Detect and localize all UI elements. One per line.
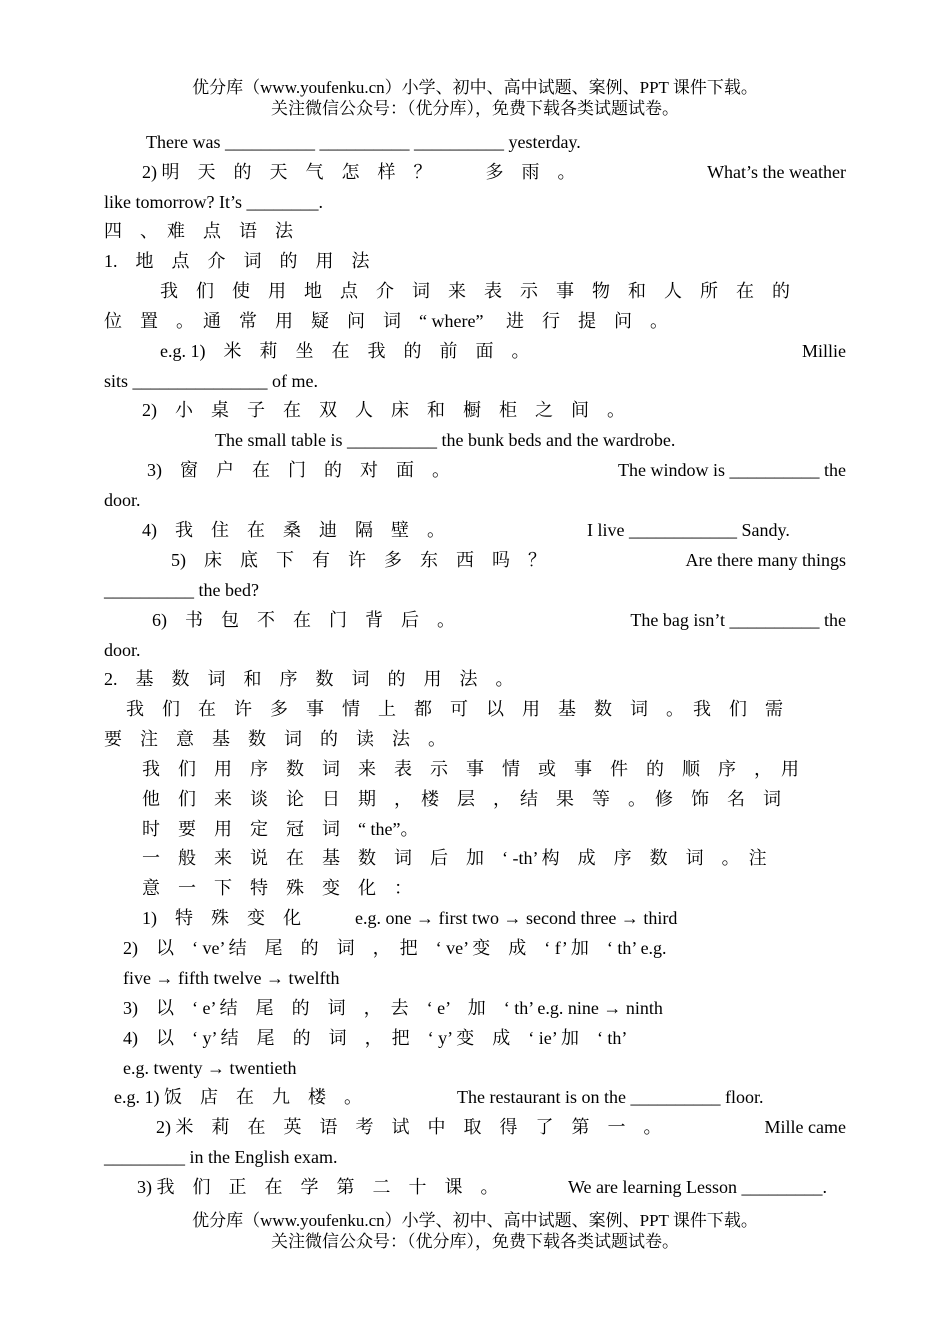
example-row — [152, 608, 846, 632]
example-cn: 4) 我 住 在 桑 迪 隔 壁 。 — [142, 520, 445, 540]
example-cn: 3) 我 们 正 在 学 第 二 十 课 。 — [137, 1177, 499, 1197]
paragraph: 要 注 意 基 数 词 的 读 法 。 — [104, 729, 446, 749]
header-line-1: 优分库（www.youfenku.cn）小学、初中、高中试题、案例、PPT 课件下载。 — [192, 78, 758, 97]
example-cn: 6) 书 包 不 在 门 背 后 。 — [152, 610, 455, 630]
subsection-title-prepositions: 1. 地 点 介 词 的 用 法 — [104, 251, 370, 271]
rule-item: 1) 特 殊 变 化 e.g. one → first two → second three → third — [142, 908, 678, 928]
paragraph: 位 置 。 通 常 用 疑 问 词 “ where” 进 行 提 问 。 — [104, 311, 668, 331]
example-row — [147, 458, 846, 482]
rule-item: 4) 以 ‘ y’ 结 尾 的 词 ， 把 ‘ y’ 变 成 ‘ ie’ 加 ‘ th’ — [123, 1028, 628, 1048]
example-en: Millie — [802, 341, 846, 361]
paragraph: 一 般 来 说 在 基 数 词 后 加 ‘ -th’ 构 成 序 数 词 。 注 — [142, 848, 767, 868]
example-cn: e.g. 1) 米 莉 坐 在 我 的 前 面 。 — [160, 341, 530, 361]
example-cn: e.g. 1) 饭 店 在 九 楼 。 — [114, 1087, 362, 1107]
example-en: The restaurant is on the __________ floor. — [457, 1087, 764, 1107]
example-cn: 3) 窗 户 在 门 的 对 面 。 — [147, 460, 450, 480]
example-cont: door. — [104, 490, 141, 510]
rule-item-cont: e.g. twenty → twentieth — [123, 1058, 297, 1078]
question-cont: like tomorrow? It’s ________. — [104, 192, 323, 212]
paragraph: 意 一 下 特 殊 变 化 ： — [142, 878, 412, 898]
paragraph: 时 要 用 定 冠 词 “ the”。 — [142, 819, 419, 839]
example-en: Are there many things — [685, 550, 846, 570]
blank-line: There was __________ __________ __________ yesterday. — [146, 132, 581, 152]
example-cn: 2) 米 莉 在 英 语 考 试 中 取 得 了 第 一 。 — [156, 1117, 662, 1137]
question-en: What’s the weather — [707, 162, 846, 182]
section-title: 四 、 难 点 语 法 — [104, 221, 293, 241]
example-cont: __________ the bed? — [104, 580, 259, 600]
question-cn: 2) 明 天 的 天 气 怎 样 ？ 多 雨 。 — [142, 162, 576, 182]
footer-line-2: 关注微信公众号：（优分库），免费下载各类试题试卷。 — [271, 1232, 679, 1251]
header-line-2: 关注微信公众号：（优分库），免费下载各类试题试卷。 — [271, 99, 679, 118]
paragraph: 我 们 在 许 多 事 情 上 都 可 以 用 基 数 词 。 我 们 需 — [126, 699, 783, 719]
footer-line-1: 优分库（www.youfenku.cn）小学、初中、高中试题、案例、PPT 课件下载。 — [192, 1211, 758, 1230]
example-row — [156, 1115, 846, 1139]
example-cont: _________ in the English exam. — [104, 1147, 338, 1167]
example-en: The bag isn’t __________ the — [630, 610, 846, 630]
paragraph: 我 们 使 用 地 点 介 词 来 表 示 事 物 和 人 所 在 的 — [160, 281, 790, 301]
example-en: The window is __________ the — [618, 460, 846, 480]
rule-item-cont: five → fifth twelve → twelfth — [123, 968, 340, 988]
example-row — [171, 548, 846, 572]
example-cont: sits _______________ of me. — [104, 371, 318, 391]
example-cont: door. — [104, 640, 141, 660]
question-row — [142, 160, 846, 184]
example-en: The small table is __________ the bunk beds and the wardrobe. — [215, 430, 676, 450]
example-cn: 2) 小 桌 子 在 双 人 床 和 橱 柜 之 间 。 — [142, 400, 625, 420]
example-row — [160, 339, 846, 363]
paragraph: 我 们 用 序 数 词 来 表 示 事 情 或 事 件 的 顺 序 ， 用 — [142, 759, 799, 779]
example-en: I live ____________ Sandy. — [587, 520, 790, 540]
rule-item: 3) 以 ‘ e’ 结 尾 的 词 ， 去 ‘ e’ 加 ‘ th’ e.g. nine → ninth — [123, 998, 663, 1018]
paragraph: 他 们 来 谈 论 日 期 ， 楼 层 ， 结 果 等 。 修 饰 名 词 — [142, 789, 781, 809]
rule-item: 2) 以 ‘ ve’ 结 尾 的 词 ， 把 ‘ ve’ 变 成 ‘ f’ 加 ‘ th’ e.g. — [123, 938, 667, 958]
example-cn: 5) 床 底 下 有 许 多 东 西 吗 ？ — [171, 550, 546, 570]
example-en: Mille came — [764, 1117, 846, 1137]
example-en: We are learning Lesson _________. — [568, 1177, 827, 1197]
subsection-title-numerals: 2. 基 数 词 和 序 数 词 的 用 法 。 — [104, 669, 514, 689]
